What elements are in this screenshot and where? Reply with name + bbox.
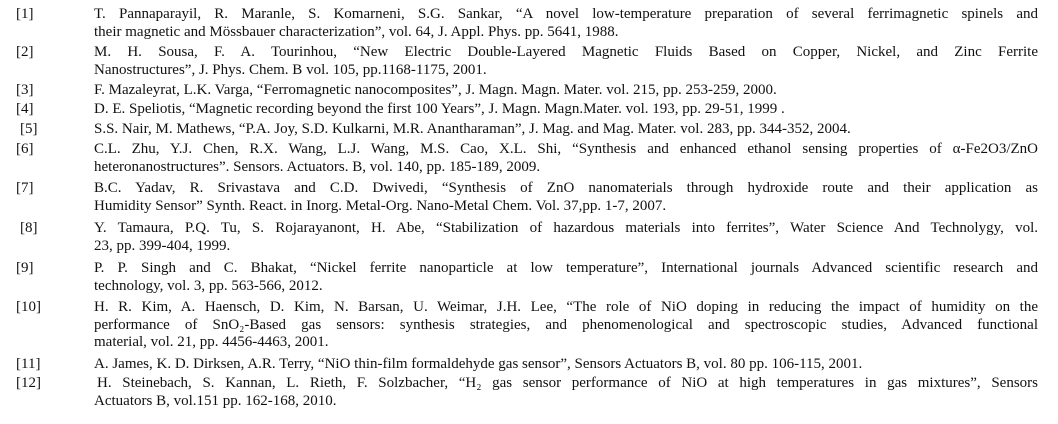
reference-line: their magnetic and Mössbauer characterization”, vol. 64, J. Appl. Phys. pp. 5641, 1988. — [94, 23, 619, 40]
reference-line: heteronanostructures”. Sensors. Actuators. B, vol. 140, pp. 185-189, 2009. — [94, 158, 541, 175]
reference-text — [94, 101, 1038, 119]
reference-number: [8] — [20, 220, 38, 236]
reference-number: [11] — [16, 356, 41, 372]
reference-line: Y. Tamaura, P.Q. Tu, S. Rojarayanont, H. Abe, “Stabilization of hazardous materials into ferrites”, Water Science And Technolygy, vol. — [94, 220, 1038, 236]
reference-number: [9] — [16, 260, 34, 276]
reference-text — [94, 180, 1038, 215]
reference-number: [4] — [16, 101, 34, 117]
reference-line: technology, vol. 3, pp. 563-566, 2012. — [94, 277, 323, 294]
reference-text — [94, 82, 1038, 100]
reference-number: [1] — [16, 6, 34, 22]
reference-line: Nanostructures”, J. Phys. Chem. B vol. 105, pp.1168-1175, 2001. — [94, 61, 487, 78]
reference-number: [7] — [16, 180, 34, 196]
reference-number: [3] — [16, 82, 34, 98]
reference-line: material, vol. 21, pp. 4456-4463, 2001. — [94, 334, 329, 350]
reference-text — [94, 44, 1038, 79]
reference-text — [94, 6, 1038, 41]
reference-line: M. H. Sousa, F. A. Tourinhou, “New Electric Double-Layered Magnetic Fluids Based on Copper, Nickel, and Zinc Ferrite — [94, 44, 1038, 60]
reference-line: H. Steinebach, S. Kannan, L. Rieth, F. Solzbacher, “H₂ gas sensor performance of NiO at high temperatures in gas mixtures”, Sensors — [97, 375, 1038, 391]
reference-line: C.L. Zhu, Y.J. Chen, R.X. Wang, L.J. Wang, M.S. Cao, X.L. Shi, “Synthesis and enhanced ethanol sensing properties of α-Fe2O3/ZnO — [94, 141, 1038, 157]
reference-text — [94, 141, 1038, 176]
reference-line: H. R. Kim, A. Haensch, D. Kim, N. Barsan, U. Weimar, J.H. Lee, “The role of NiO doping in reducing the impact of humidity on the — [94, 299, 1038, 315]
reference-number: [6] — [16, 141, 34, 157]
reference-text — [94, 356, 1038, 374]
reference-text — [94, 121, 1038, 139]
reference-line: Actuators B, vol.151 pp. 162-168, 2010. — [94, 392, 337, 409]
reference-text — [94, 299, 1038, 352]
reference-line: P. P. Singh and C. Bhakat, “Nickel ferrite nanoparticle at low temperature”, International journals Advanced scientific research and — [94, 260, 1038, 276]
reference-line: T. Pannaparayil, R. Maranle, S. Komarneni, S.G. Sankar, “A novel low-temperature preparation of several ferrimagnetic spinels and — [94, 6, 1038, 22]
reference-line: D. E. Speliotis, “Magnetic recording beyond the first 100 Years”, J. Magn. Magn.Mater. vol. 193, pp. 29-51, 1999 . — [94, 101, 785, 117]
reference-line: 23, pp. 399-404, 1999. — [94, 237, 231, 254]
reference-text — [94, 260, 1038, 295]
reference-line: F. Mazaleyrat, L.K. Varga, “Ferromagnetic nanocomposites”, J. Magn. Magn. Mater. vol. 215, pp. 253-259, 2000. — [94, 82, 777, 98]
reference-line: B.C. Yadav, R. Srivastava and C.D. Dwivedi, “Synthesis of ZnO nanomaterials through hydroxide route and their application as — [94, 180, 1038, 196]
reference-line: Humidity Sensor” Synth. React. in Inorg. Metal-Org. Nano-Metal Chem. Vol. 37,pp. 1-7, 2007. — [94, 197, 667, 214]
reference-line: A. James, K. D. Dirksen, A.R. Terry, “NiO thin-film formaldehyde gas sensor”, Sensors Actuators B, vol. 80 pp. 106-115, 2001. — [94, 356, 863, 372]
reference-text — [94, 220, 1038, 255]
reference-number: [5] — [20, 121, 38, 137]
reference-line: performance of SnO₂-Based gas sensors: synthesis strategies, and phenomenological and spectroscopic studies, Advanced functional — [94, 316, 1038, 333]
reference-line: S.S. Nair, M. Mathews, “P.A. Joy, S.D. Kulkarni, M.R. Anantharaman”, J. Mag. and Mag. Mater. vol. 283, pp. 344-352, 2004. — [94, 121, 851, 137]
reference-number: [2] — [16, 44, 34, 60]
reference-text — [94, 375, 1038, 410]
reference-number: [10] — [16, 299, 41, 315]
reference-number: [12] — [16, 375, 41, 391]
